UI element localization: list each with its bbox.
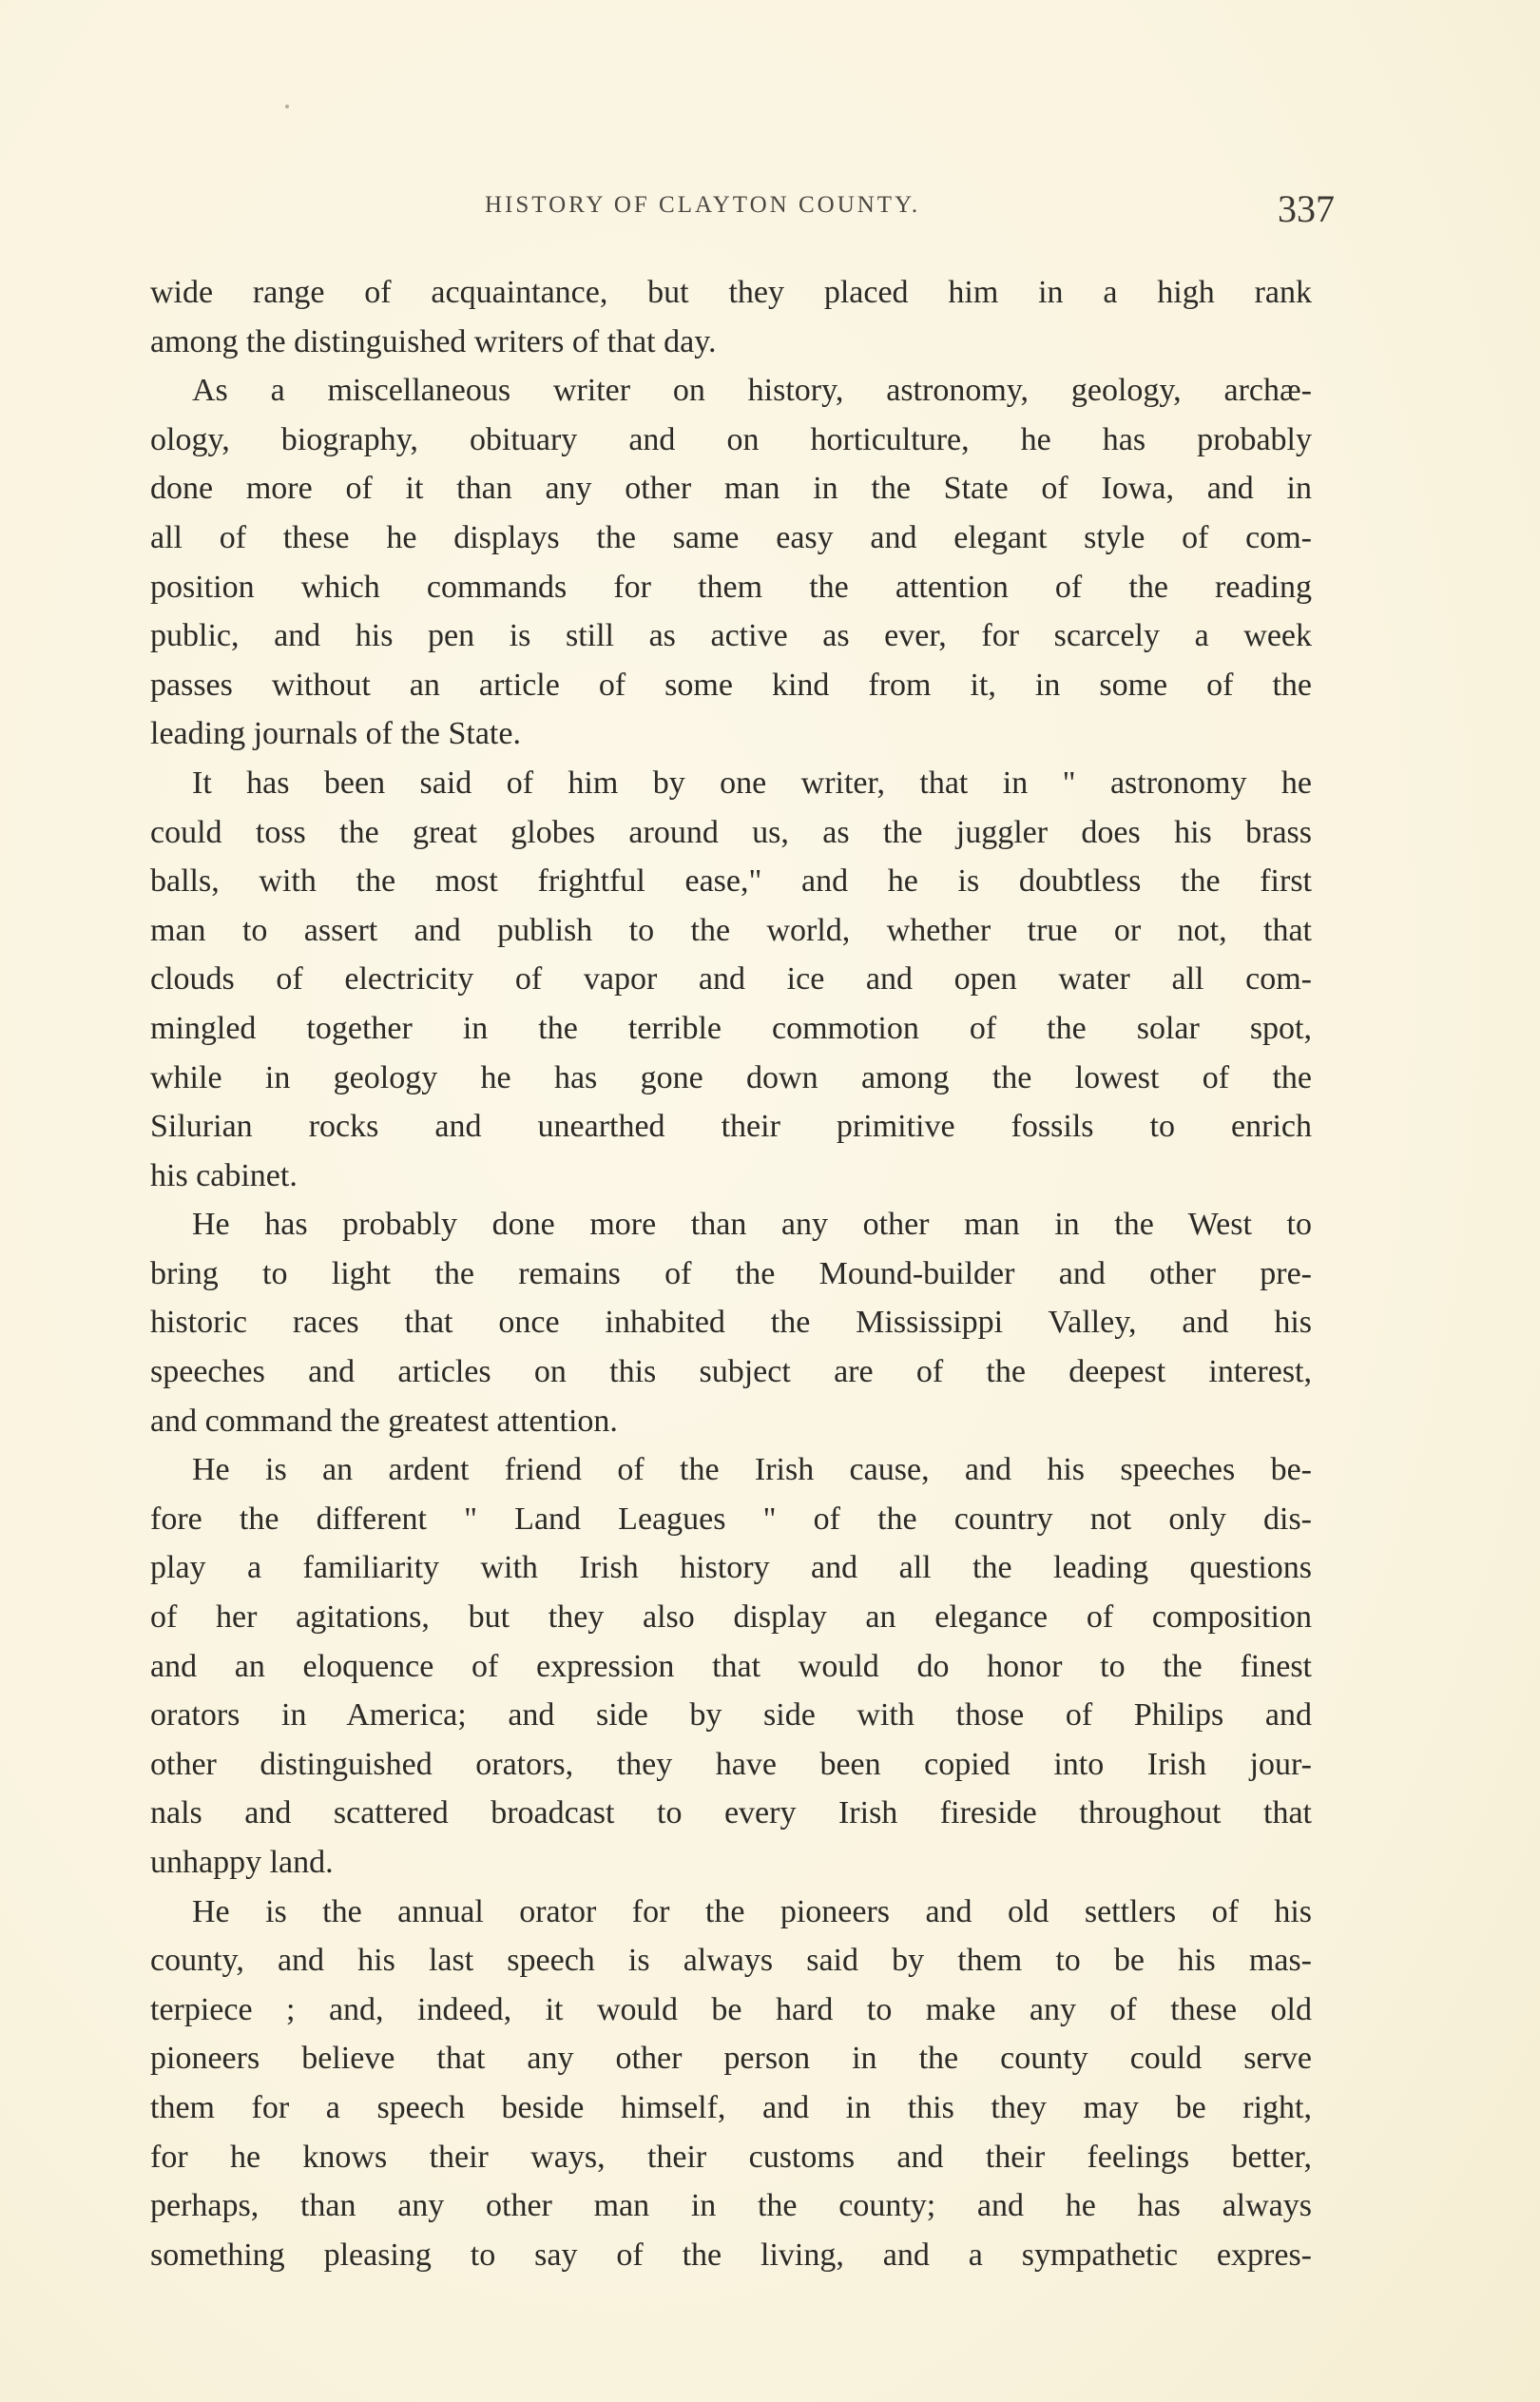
text-line: and command the greatest attention. (150, 1403, 618, 1439)
text-line: play a familiarity with Irish history and all the leading questions (150, 1550, 1312, 1586)
text-line: balls, with the most frightful ease," and he is doubtless the first (150, 863, 1312, 900)
text-line: bring to light the remains of the Mound-builder and other pre- (150, 1255, 1312, 1291)
text-line: done more of it than any other man in the State of Iowa, and in (150, 471, 1312, 507)
text-line: He is the annual orator for the pioneers and old settlers of his (192, 1893, 1312, 1929)
text-line: and an eloquence of expression that would do honor to the finest (150, 1648, 1312, 1684)
text-line: historic races that once inhabited the Mississippi Valley, and his (150, 1305, 1312, 1341)
text-line: ology, biography, obituary and on horticulture, he has probably (150, 421, 1312, 457)
text-line: clouds of electricity of vapor and ice and open water all com- (150, 961, 1312, 998)
text-line: other distinguished orators, they have been copied into Irish jour- (150, 1746, 1312, 1782)
text-line: orators in America; and side by side with those of Philips and (150, 1697, 1312, 1734)
text-line: man to assert and publish to the world, whether true or not, that (150, 912, 1312, 948)
text-line: all of these he displays the same easy and elegant style of com- (150, 519, 1312, 555)
paper-speck (285, 105, 289, 108)
text-line: them for a speech beside himself, and in this they may be right, (150, 2089, 1312, 2125)
text-line: mingled together in the terrible commotion of the solar spot, (150, 1010, 1312, 1046)
page-number: 337 (1278, 187, 1335, 230)
running-head: HISTORY OF CLAYTON COUNTY. (485, 192, 921, 218)
text-line: for he knows their ways, their customs and their feelings better, (150, 2139, 1312, 2175)
text-line: passes without an article of some kind from it, in some of the (150, 667, 1312, 703)
text-line: among the distinguished writers of that day. (150, 323, 717, 359)
text-line: public, and his pen is still as active as ever, for scarcely a week (150, 618, 1312, 654)
text-line: speeches and articles on this subject are of the deepest interest, (150, 1354, 1312, 1390)
text-line: of her agitations, but they also display an elegance of composition (150, 1599, 1312, 1636)
text-line: something pleasing to say of the living, and a sympathetic expres- (150, 2237, 1312, 2273)
text-line: fore the different " Land Leagues " of the country not only dis- (150, 1501, 1312, 1537)
text-line: As a miscellaneous writer on history, astronomy, geology, archæ- (192, 373, 1312, 409)
text-line: his cabinet. (150, 1157, 298, 1193)
text-line: He is an ardent friend of the Irish cause, and his speeches be- (192, 1452, 1312, 1488)
text-line: could toss the great globes around us, as the juggler does his brass (150, 814, 1312, 850)
text-line: position which commands for them the attention of the reading (150, 569, 1312, 605)
text-line: county, and his last speech is always said by them to be his mas- (150, 1943, 1312, 1979)
text-line: He has probably done more than any other man in the West to (192, 1207, 1312, 1243)
text-line: while in geology he has gone down among the lowest of the (150, 1059, 1312, 1095)
body-text (150, 268, 1312, 2279)
text-line: unhappy land. (150, 1845, 334, 1880)
text-line: leading journals of the State. (150, 716, 521, 752)
text-line: perhaps, than any other man in the county; and he has always (150, 2188, 1312, 2224)
text-line: nals and scattered broadcast to every Irish fireside throughout that (150, 1795, 1312, 1831)
page-header (152, 186, 1335, 234)
text-line: terpiece ; and, indeed, it would be hard to make any of these old (150, 1991, 1312, 2027)
text-line: It has been said of him by one writer, that in " astronomy he (192, 765, 1312, 801)
text-line: Silurian rocks and unearthed their primitive fossils to enrich (150, 1109, 1312, 1145)
text-line: wide range of acquaintance, but they placed him in a high rank (150, 275, 1312, 310)
text-line: pioneers believe that any other person in the county could serve (150, 2041, 1312, 2077)
